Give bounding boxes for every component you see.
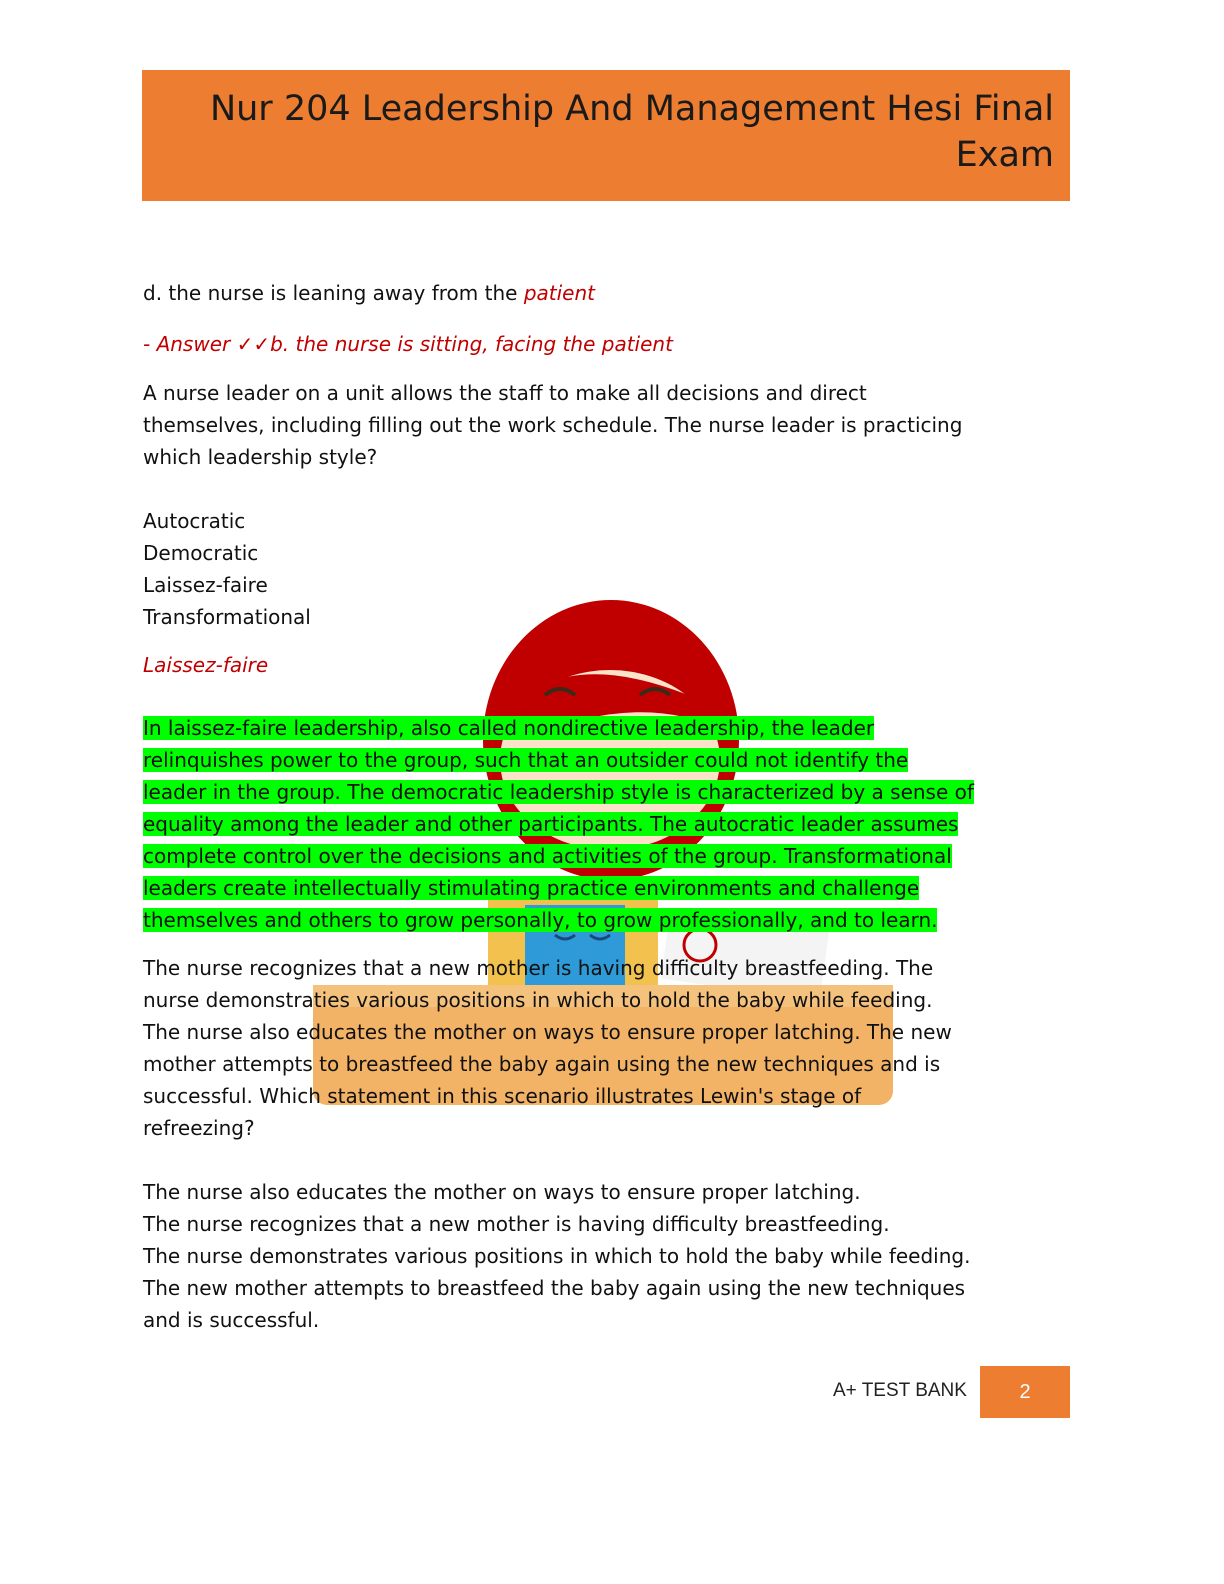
rationale-line: relinquishes power to the group, such that an outsider could not identify the [143,748,909,772]
q1-answer: Laissez-faire [143,653,269,677]
q2-line-4: mother attempts to breastfeed the baby again using the new techniques and is [143,1052,941,1076]
q2-line-3: The nurse also educates the mother on ways to ensure proper latching. The new [143,1020,952,1044]
title-line-1: Nur 204 Leadership And Management Hesi Final [209,89,1054,129]
q1-option: Laissez-faire [143,573,268,597]
q1-line-3: which leadership style? [143,445,378,469]
q1-option: Autocratic [143,509,246,533]
option-d [143,277,595,309]
option-d-red: patient [523,281,595,305]
q2-option: The nurse also educates the mother on ways to ensure proper latching. [143,1180,861,1204]
q2-line-2: nurse demonstraties various positions in which to hold the baby while feeding. [143,988,933,1012]
rationale-line: complete control over the decisions and activities of the group. Transformational [143,844,952,868]
q1-option: Transformational [143,605,311,629]
q2-option: The nurse recognizes that a new mother is having difficulty breastfeeding. [143,1212,890,1236]
q2-option: and is successful. [143,1308,320,1332]
q2-line-1: The nurse recognizes that a new mother is having difficulty breastfeeding. The [143,956,934,980]
option-d-text: d. the nurse is leaning away from the [143,281,524,305]
footer-label: A+ TEST BANK [833,1380,967,1401]
q1-line-1: A nurse leader on a unit allows the staff to make all decisions and direct [143,381,867,405]
rationale-line: equality among the leader and other participants. The autocratic leader assumes [143,812,959,836]
rationale-line: themselves and others to grow personally, to grow professionally, and to learn. [143,908,938,932]
q2-option: The nurse demonstrates various positions in which to hold the baby while feeding. [143,1244,971,1268]
rationale-line: leader in the group. The democratic leadership style is characterized by a sense of [143,780,974,804]
q1-rationale [143,712,974,936]
q1-line-2: themselves, including filling out the work schedule. The nurse leader is practicing [143,413,963,437]
q2-line-6: refreezing? [143,1116,255,1140]
prev-answer: - Answer ✓✓b. the nurse is sitting, facing the patient [143,332,673,356]
rationale-line: In laissez-faire leadership, also called nondirective leadership, the leader [143,716,875,740]
page-number: 2 [980,1366,1070,1418]
q2-line-5: successful. Which statement in this scenario illustrates Lewin's stage of [143,1084,862,1108]
q2-option: The new mother attempts to breastfeed the baby again using the new techniques [143,1276,966,1300]
q1-option: Democratic [143,541,259,565]
title-line-2: Exam [955,135,1054,175]
rationale-line: leaders create intellectually stimulating practice environments and challenge [143,876,920,900]
